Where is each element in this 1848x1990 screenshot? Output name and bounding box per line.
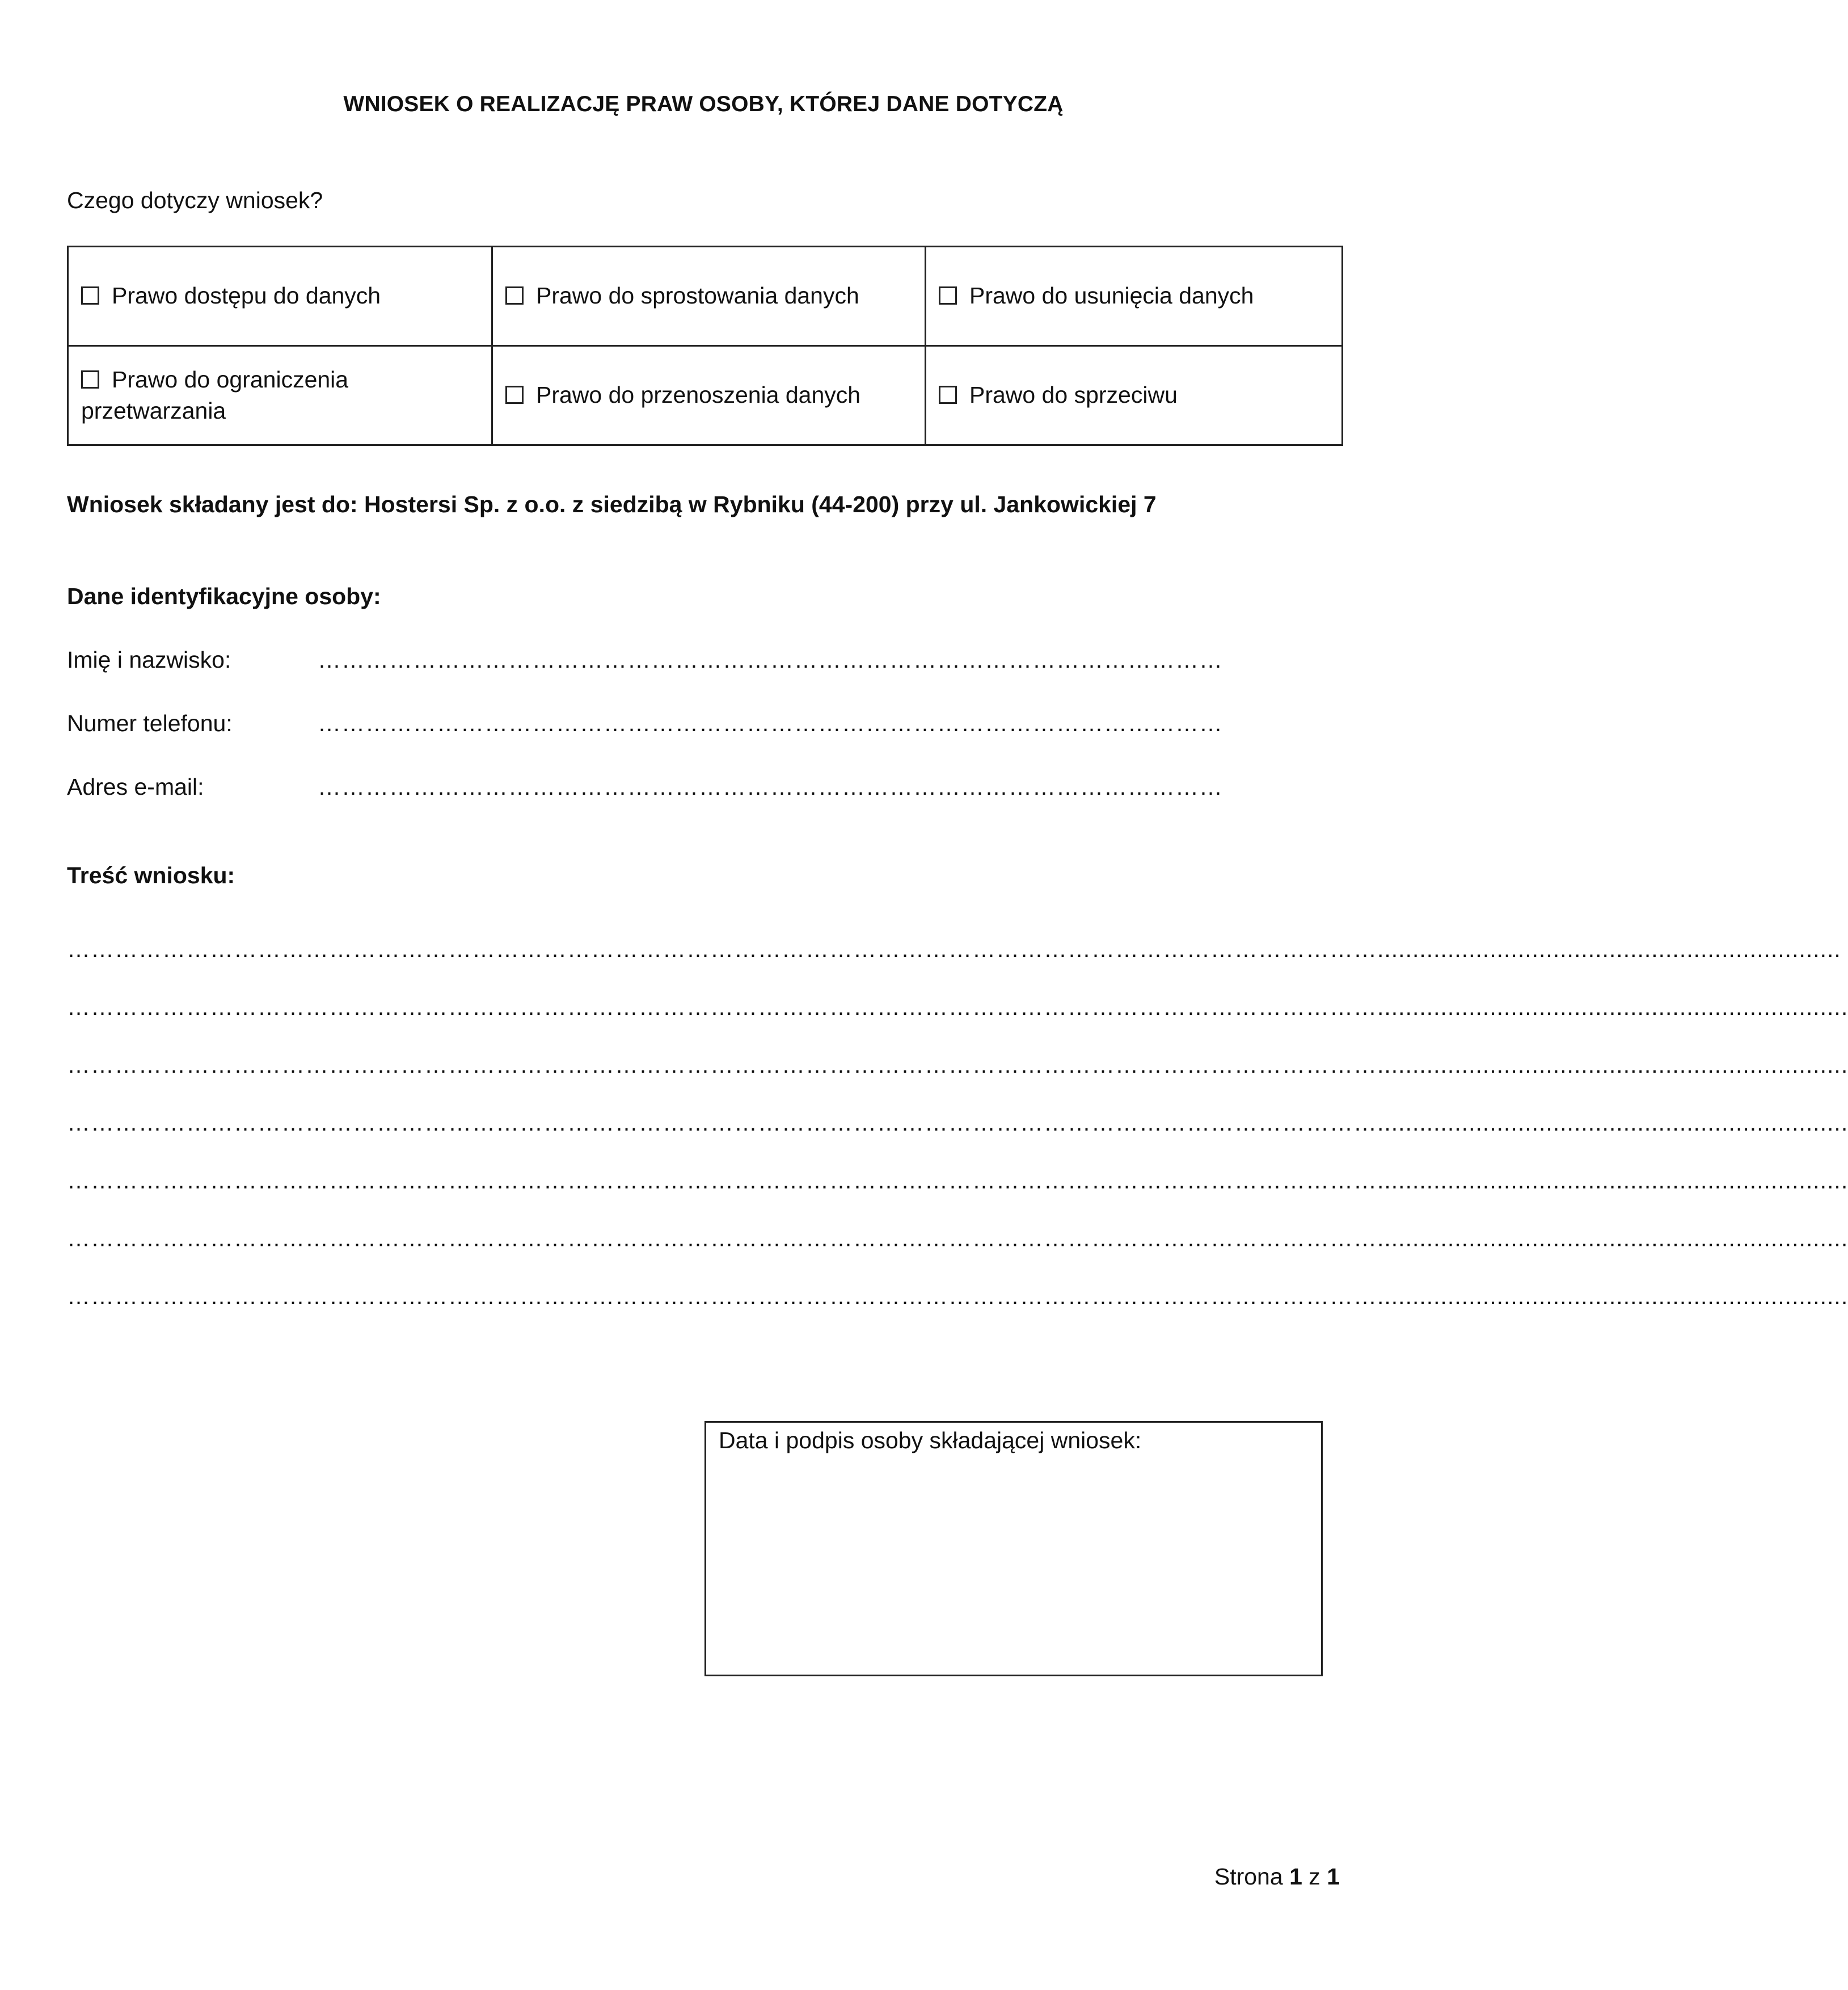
checkbox-icon[interactable]	[81, 370, 99, 389]
right-access-option[interactable]	[68, 247, 492, 346]
page-total: 1	[1327, 1863, 1340, 1890]
content-line[interactable]: …………………………………………………………………………………………………………………………………………………...................................................................	[67, 1167, 1848, 1194]
checkbox-icon[interactable]	[505, 386, 524, 404]
request-question: Czego dotyczy wniosek?	[67, 187, 323, 213]
right-portability-option[interactable]	[492, 346, 926, 445]
right-label: Prawo do usunięcia danych	[969, 283, 1254, 309]
phone-field[interactable]: ……………………………………………………………………………………………………	[318, 710, 1223, 736]
email-label: Adres e-mail:	[67, 774, 204, 800]
rights-row	[68, 346, 1343, 445]
identification-heading: Dane identyfikacyjne osoby:	[67, 583, 381, 609]
rights-table	[67, 246, 1343, 446]
right-label: Prawo dostępu do danych	[112, 283, 381, 309]
right-objection-option[interactable]	[926, 346, 1343, 445]
content-line[interactable]: …………………………………………………………………………………………………………………………………………………...................................................................	[67, 1052, 1848, 1078]
right-restriction-option[interactable]	[68, 346, 492, 445]
document-title: WNIOSEK O REALIZACJĘ PRAW OSOBY, KTÓREJ DANE DOTYCZĄ	[343, 92, 1064, 116]
right-label: Prawo do sprzeciwu	[969, 382, 1178, 408]
content-line[interactable]: …………………………………………………………………………………………………………………………………………………...................................................................	[67, 1283, 1848, 1309]
right-label: Prawo do sprostowania danych	[536, 283, 859, 309]
phone-label: Numer telefonu:	[67, 710, 233, 736]
page-prefix: Strona	[1214, 1863, 1283, 1890]
right-rectification-option[interactable]	[492, 247, 926, 346]
checkbox-icon[interactable]	[939, 286, 957, 305]
addressee-statement: Wniosek składany jest do: Hostersi Sp. z o.o. z siedzibą w Rybniku (44-200) przy ul. Jankowickiej 7	[67, 491, 1157, 517]
right-erasure-option[interactable]	[926, 247, 1343, 346]
name-field[interactable]: ……………………………………………………………………………………………………	[318, 647, 1223, 673]
content-line[interactable]: …………………………………………………………………………………………………………………………………………………...................................................................	[67, 994, 1848, 1020]
checkbox-icon[interactable]	[81, 286, 99, 305]
rights-row	[68, 247, 1343, 346]
name-label: Imię i nazwisko:	[67, 647, 231, 673]
right-label: Prawo do przenoszenia danych	[536, 382, 861, 408]
page-number: 1	[1289, 1863, 1302, 1890]
signature-label: Data i podpis osoby składającej wniosek:	[719, 1427, 1142, 1453]
page-separator: z	[1309, 1863, 1320, 1890]
content-heading: Treść wniosku:	[67, 862, 235, 888]
content-line[interactable]: …………………………………………………………………………………………………………………………………………………..................................................................	[67, 936, 1841, 962]
email-field[interactable]: ……………………………………………………………………………………………………	[318, 774, 1223, 800]
page-footer	[1214, 1863, 1340, 1890]
signature-box[interactable]	[704, 1421, 1323, 1676]
checkbox-icon[interactable]	[505, 286, 524, 305]
content-line[interactable]: …………………………………………………………………………………………………………………………………………………...................................................................	[67, 1110, 1848, 1136]
checkbox-icon[interactable]	[939, 386, 957, 404]
right-label: Prawo do ograniczenia przetwarzania	[81, 366, 349, 424]
content-line[interactable]: …………………………………………………………………………………………………………………………………………………...................................................................	[67, 1225, 1848, 1251]
